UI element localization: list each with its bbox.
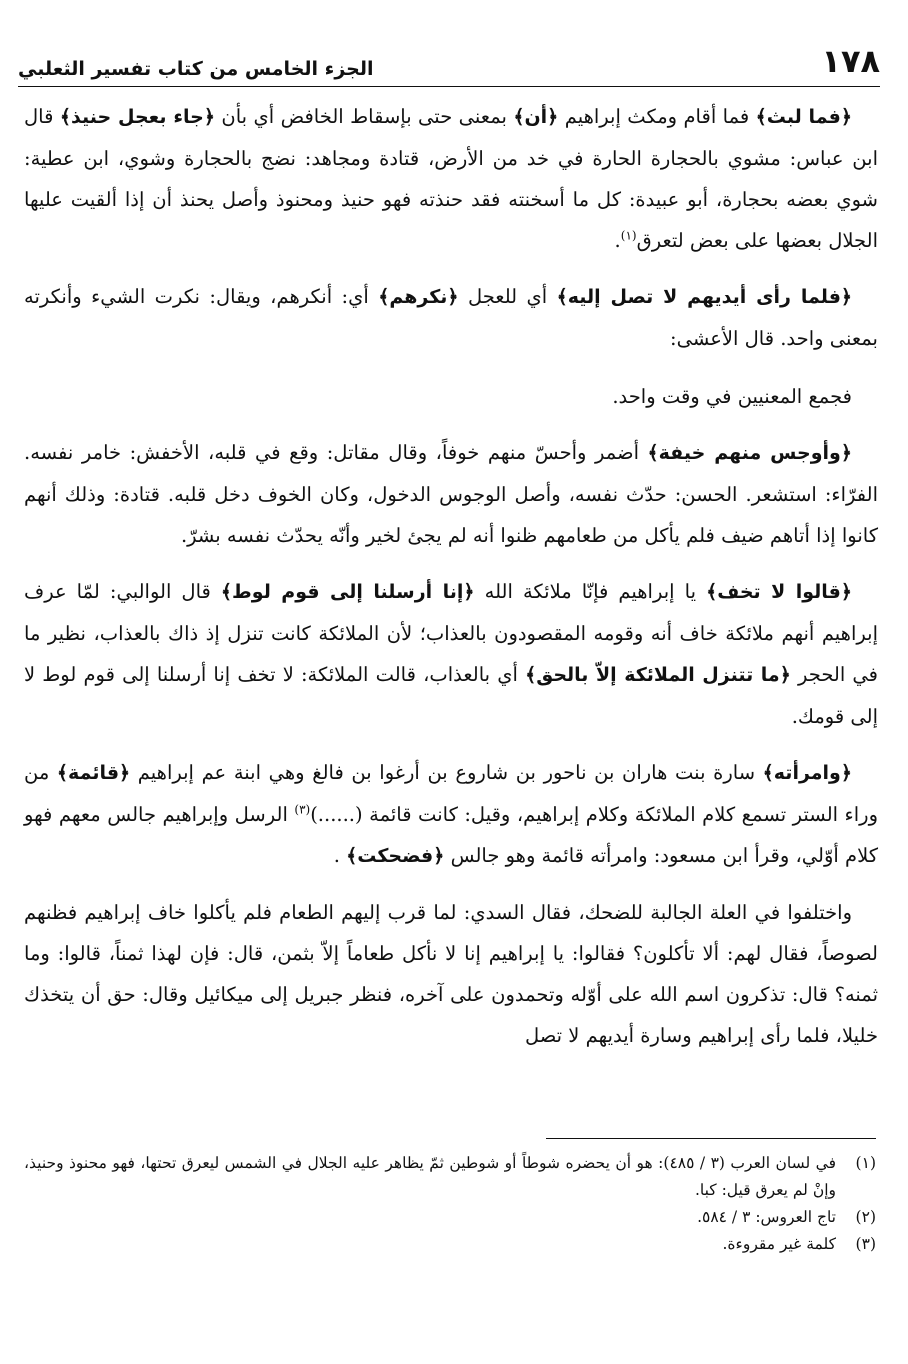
footnote-text: كلمة غير مقروءة.	[722, 1235, 836, 1253]
footnote-2	[24, 1204, 876, 1231]
footnote-separator	[546, 1138, 876, 1139]
quran-quote: ﴿وامرأته﴾	[762, 762, 852, 784]
paragraph-text: من وراء الستر تسمع كلام الملائكة وكلام إبراهيم، وقيل: كانت قائمة (......)	[24, 761, 878, 826]
paragraph-text: أي بالعذاب، قالت الملائكة: لا تخف إنا أرسلنا إلى قوم لوط لا إلى قومك.	[24, 663, 878, 728]
page-number: ١٧٨	[821, 42, 880, 80]
footnote-1	[24, 1150, 876, 1204]
paragraph-4	[24, 432, 878, 556]
footnotes	[24, 1150, 876, 1258]
paragraph-text: أي: أنكرهم، ويقال: نكرت الشيء وأنكرته بمعنى واحد. قال الأعشى:	[24, 285, 878, 350]
quran-quote: ﴿فلما رأى أيديهم لا تصل إليه﴾	[556, 286, 853, 308]
paragraph-text: قال ابن عباس: مشوي بالحجارة الحارة في خد من الأرض، قتادة ومجاهد: نضج بالحجارة وشوي، ابن عطية: شوي بعضه بحجارة، أبو عبيدة: كل ما أسخنته فقد حنذته فهو حنيذ ومحنوذ وأصل يحنذ أن إذا ألقيت عليها الجلال بعضها على بعض لتعرق	[24, 105, 878, 252]
footnote-text: تاج العروس: ٣ / ٥٨٤.	[697, 1208, 836, 1226]
quran-quote: ﴿فضحكت﴾	[346, 845, 445, 867]
footnote-number: (١)	[855, 1154, 876, 1172]
footnote-number: (٢)	[855, 1208, 876, 1226]
footnote-marker: (٣)	[294, 802, 311, 817]
paragraph-text: أي للعجل	[458, 285, 557, 308]
paragraph-text: أضمر وأحسّ منهم خوفاً، وقال مقاتل: وقع في قلبه، الأخفش: خامر نفسه. الفرّاء: استشعر. الحسن: حدّث نفسه، وأصل الوجوس الدخول، وكان الخوف دخل قلبه. قتادة: وذلك أنهم كانوا إذا أتاهم ضيف فلم يأكل من طعامهم ظنوا أنه لم يجئ لخير وأنّه يحدّث نفسه بشرّ.	[24, 441, 878, 547]
quran-quote: ﴿جاء بعجل حنيذ﴾	[59, 106, 215, 128]
paragraph-5	[24, 571, 878, 737]
paragraph-text: قال الوالبي: لمّا عرف إبراهيم أنهم ملائكة خاف أنه وقومه المقصودون بالعذاب؛ لأن الملائكة كانت تنزل إذ ذاك بالعذاب، نظير ما في الحجر	[24, 580, 878, 686]
footnote-number: (٣)	[855, 1235, 876, 1253]
main-text	[24, 96, 878, 1071]
paragraph-2	[24, 276, 878, 359]
page-header	[18, 30, 880, 87]
quran-quote: ﴿نكرهم﴾	[378, 286, 459, 308]
paragraph-6	[24, 752, 878, 877]
quran-quote: ﴿أن﴾	[513, 106, 559, 128]
quran-quote: ﴿فما لبث﴾	[755, 106, 852, 128]
paragraph-text: بمعنى حتى بإسقاط الخافض أي بأن	[215, 105, 514, 128]
quran-quote: ﴿إنا أرسلنا إلى قوم لوط﴾	[220, 581, 475, 603]
quran-quote: ﴿وأوجس منهم خيفة﴾	[647, 442, 852, 464]
paragraph-text: فما أقام ومكث إبراهيم	[558, 105, 756, 128]
paragraph-1: ﴿فما لبث﴾ فما أقام ومكث إبراهيم ﴿أن﴾ بمعنى حتى بإسقاط الخافض أي بأن ﴿جاء بعجل حنيذ﴾ قال ابن عباس: مشوي بالحجارة الحارة في خد من الأرض، قتادة ومجاهد: نضج بالحجارة وشوي، ابن عطية: شوي بعضه بحجارة، أبو عبيدة: كل ما أسخنته فقد حنذته فهو حنيذ ومحنوذ وأصل يحنذ أن إذا ألقيت عليها الجلال بعضها على بعض لتعرق$^{(١)}$.	[24, 105, 878, 252]
quran-quote: ﴿ما تتنزل الملائكة إلاّ بالحق﴾	[525, 664, 791, 686]
paragraph-text: يا إبراهيم فإنّا ملائكة الله	[474, 580, 707, 603]
footnote-marker: (١)	[620, 228, 637, 243]
quran-quote: ﴿قائمة﴾	[56, 762, 131, 784]
paragraph-text: سارة بنت هاران بن ناحور بن شاروع بن أرغوا بن فالغ وهي ابنة عم إبراهيم	[130, 761, 763, 784]
footnote-3	[24, 1231, 876, 1258]
quran-quote: ﴿قالوا لا تخف﴾	[706, 581, 853, 603]
running-title: الجزء الخامس من كتاب تفسير الثعلبي	[18, 58, 374, 80]
paragraph-3: فجمع المعنيين في وقت واحد.	[612, 385, 852, 408]
paragraph-text: الرسل وإبراهيم جالس معهم فهو كلام أوّلي، وقرأ ابن مسعود: وامرأته قائمة وهو جالس	[24, 803, 878, 867]
paragraph-text: .	[333, 844, 347, 867]
footnote-text: في لسان العرب (٣ / ٤٨٥): هو أن يحضره شوطاً أو شوطين ثمّ يظاهر عليه الجلال في الشمس ليعرق تحتها، فهو محنوذ وحنيذ، وإنْ لم يعرق قيل: كبا.	[24, 1154, 837, 1199]
paragraph-7: واختلفوا في العلة الجالبة للضحك، فقال السدي: لما قرب إليهم الطعام فلم يأكلوا خاف إبراهيم فظنهم لصوصاً، فقال لهم: ألا تأكلون؟ فقالوا: يا إبراهيم إنا لا نأكل طعاماً إلاّ بثمن، قال: فإن لهذا ثمناً، قالوا: وما ثمنه؟ قال: تذكرون اسم الله على أوّله وتحمدون على آخره، فنظر جبريل إلى ميكائيل وقال: حق أن يتخذك خليلا، فلما رأى إبراهيم وسارة أيديهم لا تصل	[24, 901, 879, 1047]
